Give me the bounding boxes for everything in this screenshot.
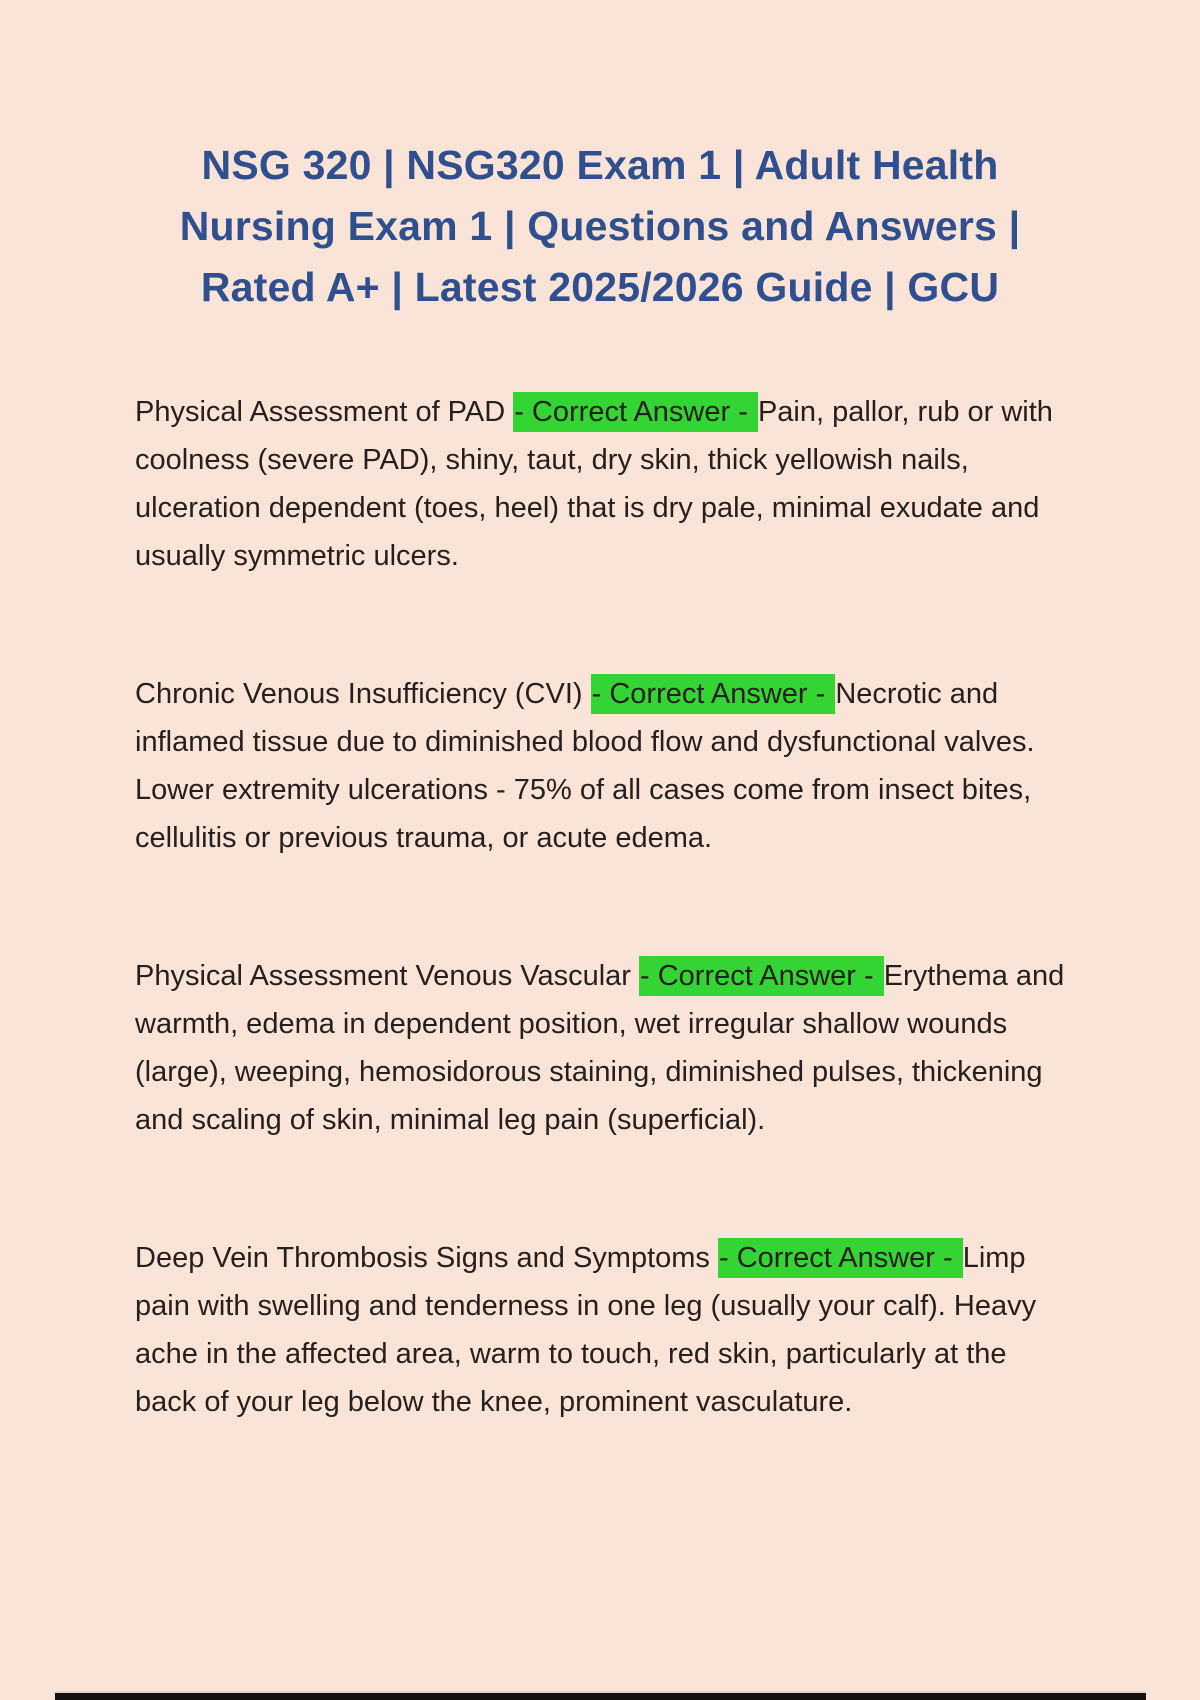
correct-answer-highlight: - Correct Answer -: [591, 674, 836, 714]
page-title: NSG 320 | NSG320 Exam 1 | Adult Health Nursing Exam 1 | Questions and Answers | Rated A+ | Latest 2025/2026 Guide | GCU: [179, 142, 1021, 310]
qa-list: [135, 388, 1065, 1426]
correct-answer-highlight: - Correct Answer -: [639, 956, 884, 996]
qa-question: Deep Vein Thrombosis Signs and Symptoms: [135, 1242, 718, 1274]
qa-answer: Necrotic and inflamed tissue due to diminished blood flow and dysfunctional valves. Lower extremity ulcerations - 75% of all cases come from insect bites, cellulitis or previous trauma, or acute edema.: [135, 678, 1035, 854]
qa-item: [135, 670, 1065, 862]
qa-question: Chronic Venous Insufficiency (CVI): [135, 678, 591, 710]
qa-item: [135, 1234, 1065, 1426]
qa-answer: Erythema and warmth, edema in dependent position, wet irregular shallow wounds (large), weeping, hemosidorous staining, diminished pulses, thickening and scaling of skin, minimal leg pain (superficial).: [135, 960, 1065, 1136]
qa-question: Physical Assessment Venous Vascular: [135, 960, 639, 992]
qa-item: [135, 952, 1065, 1144]
qa-answer: Limp pain with swelling and tenderness in one leg (usually your calf). Heavy ache in the affected area, warm to touch, red skin, particularly at the back of your leg below the knee, prominent vasculature.: [135, 1242, 1037, 1418]
bottom-divider-bar: [55, 1691, 1146, 1700]
qa-question: Physical Assessment of PAD: [135, 396, 514, 428]
qa-item: [135, 388, 1065, 580]
correct-answer-highlight: - Correct Answer -: [718, 1238, 963, 1278]
correct-answer-highlight: - Correct Answer -: [513, 392, 758, 432]
qa-answer: Pain, pallor, rub or with coolness (severe PAD), shiny, taut, dry skin, thick yellowish nails, ulceration dependent (toes, heel) that is dry pale, minimal exudate and usually symmetric ulcers.: [135, 396, 1053, 572]
